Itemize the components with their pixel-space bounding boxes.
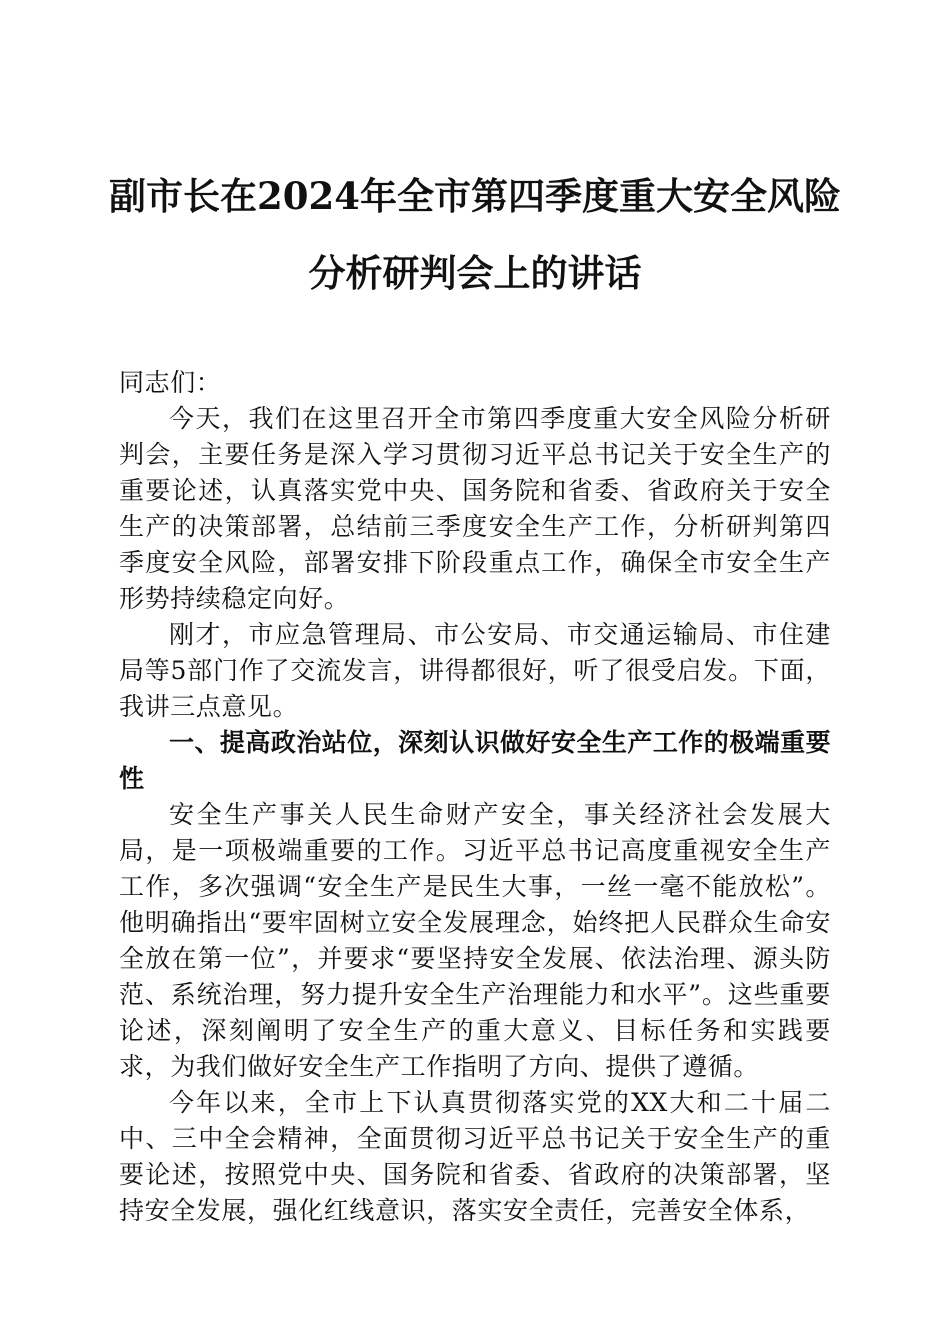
document-title: [100, 168, 850, 301]
title-line-1: 副市长在2024年全市第四季度重大安全风险: [109, 174, 841, 218]
section1-paragraph-1: 安全生产事关人民生命财产安全，事关经济社会发展大局，是一项极端重要的工作。习近平总书记高度重视安全生产工作，多次强调“安全生产是民生大事，一丝一毫不能放松”。他明确指出“要牢固树立安全发展理念，始终把人民群众生命安全放在第一位”，并要求“要坚持安全发展、依法治理、源头防范、系统治理，努力提升安全生产治理能力和水平”。这些重要论述，深刻阐明了安全生产的重大意义、目标任务和实践要求，为我们做好安全生产工作指明了方向、提供了遵循。: [119, 800, 831, 1081]
section-heading-1: 一、提高政治站位，深刻认识做好安全生产工作的极端重要性: [119, 728, 831, 793]
section1-paragraph-2: 今年以来，全市上下认真贯彻落实党的XX大和二十届二中、三中全会精神，全面贯彻习近平总书记关于安全生产的重要论述，按照党中央、国务院和省委、省政府的决策部署，坚持安全发展，强化红线意识，落实安全责任，完善安全体系，: [119, 1088, 831, 1225]
document-body: [119, 365, 831, 1229]
paragraph-remarks: 刚才，市应急管理局、市公安局、市交通运输局、市住建局等5部门作了交流发言，讲得都很好，听了很受启发。下面，我讲三点意见。: [119, 620, 831, 721]
title-line-2: 分析研判会上的讲话: [308, 251, 642, 295]
paragraph-opening: 今天，我们在这里召开全市第四季度重大安全风险分析研判会，主要任务是深入学习贯彻习近平总书记关于安全生产的重要论述，认真落实党中央、国务院和省委、省政府关于安全生产的决策部署，总结前三季度安全生产工作，分析研判第四季度安全风险，部署安排下阶段重点工作，确保全市安全生产形势持续稳定向好。: [119, 404, 831, 613]
salutation: 同志们：: [119, 368, 222, 397]
